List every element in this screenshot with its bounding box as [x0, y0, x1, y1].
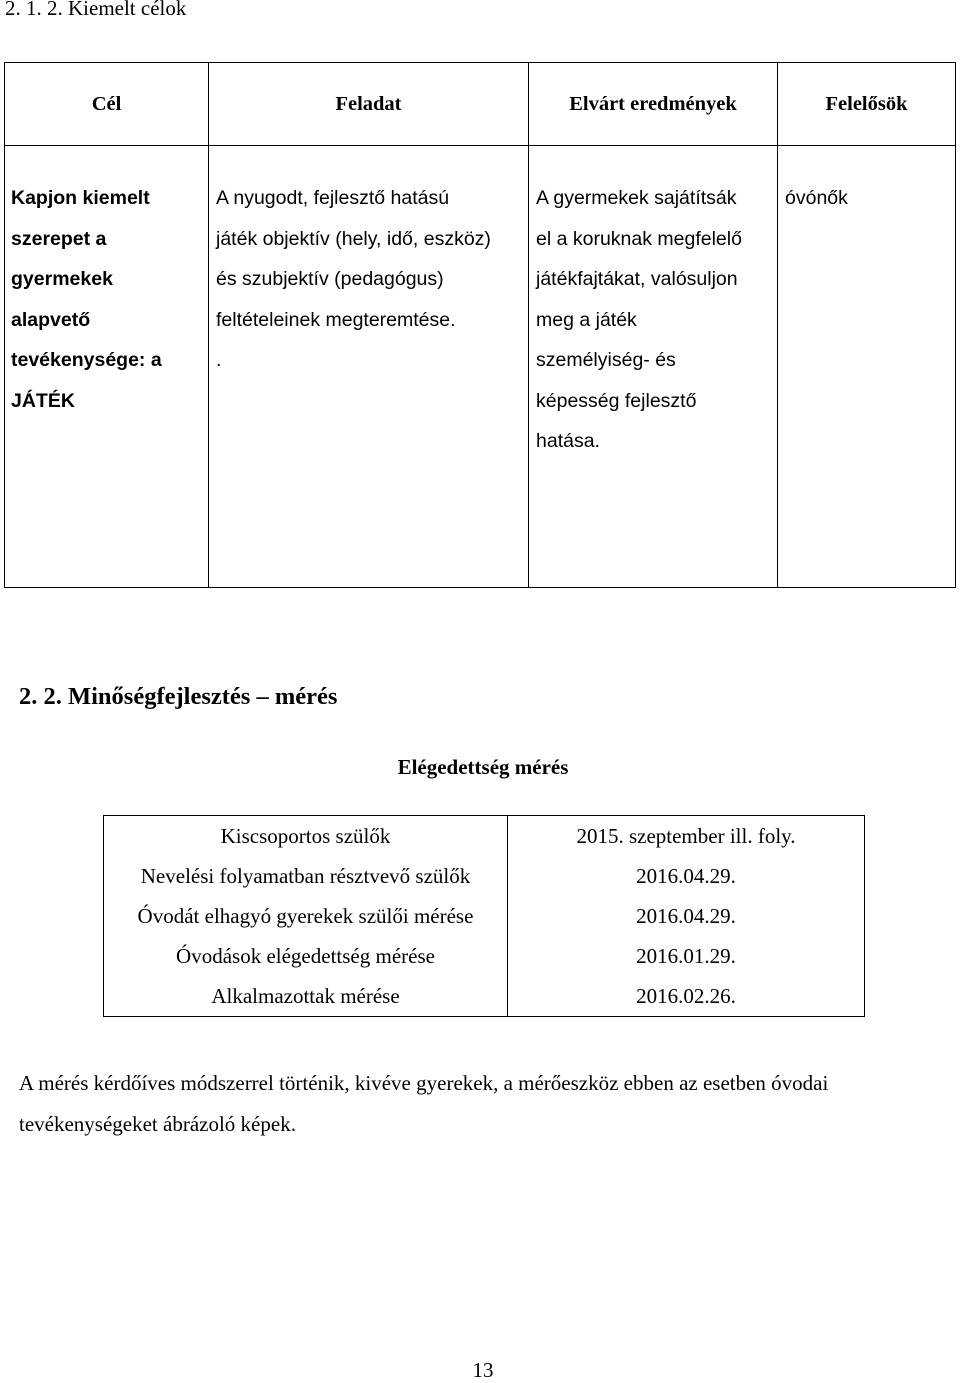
task-line: . — [216, 349, 222, 371]
table-row — [104, 856, 865, 896]
survey-label: Kiscsoportos szülők — [104, 816, 508, 857]
goal-line: JÁTÉK — [11, 389, 75, 412]
result-line: képesség fejlesztő — [536, 389, 697, 412]
result-line: A gyermekek sajátítsák — [536, 187, 737, 209]
table-row — [104, 976, 865, 1017]
task-line: A nyugodt, fejlesztő hatású — [216, 187, 450, 209]
satisfaction-table — [103, 815, 865, 1017]
goal-line: gyermekek — [11, 268, 113, 290]
result-line: meg a játék — [536, 308, 637, 331]
quality-heading: 2. 2. Minőségfejlesztés – mérés — [19, 683, 338, 710]
header-goal: Cél — [5, 63, 209, 146]
goal-line: tevékenysége: a — [11, 349, 162, 371]
goal-line: szerepet a — [11, 227, 107, 250]
section-heading: 2. 1. 2. Kiemelt célok — [5, 0, 187, 20]
expected-results-cell — [529, 146, 778, 588]
table-row — [104, 816, 865, 857]
result-line: el a koruknak megfelelő — [536, 227, 742, 250]
survey-label: Óvodások elégedettség mérése — [104, 936, 508, 976]
survey-date: 2016.04.29. — [508, 896, 865, 936]
survey-label: Alkalmazottak mérése — [104, 976, 508, 1017]
survey-date: 2016.01.29. — [508, 936, 865, 976]
table-row — [104, 936, 865, 976]
goals-table — [4, 62, 956, 588]
result-line: játékfajtákat, valósuljon — [536, 268, 738, 290]
responsible-line: óvónők — [785, 187, 848, 209]
method-paragraph: A mérés kérdőíves módszerrel történik, kivéve gyerekek, a mérőeszköz ebben az esetben óvodai tevékenységeket ábrázoló képek. — [19, 1071, 829, 1136]
task-cell — [209, 146, 529, 588]
result-line: személyiség- és — [536, 349, 676, 371]
header-responsible: Felelősök — [778, 63, 956, 146]
survey-date: 2015. szeptember ill. foly. — [508, 816, 865, 857]
responsible-cell — [778, 146, 956, 588]
page-number: 13 — [472, 1358, 494, 1382]
task-line: és szubjektív (pedagógus) — [216, 268, 444, 290]
goals-table-row — [5, 146, 956, 588]
task-line: feltételeinek megteremtése. — [216, 308, 456, 331]
goals-table-header-row — [5, 63, 956, 146]
result-line: hatása. — [536, 430, 600, 452]
goal-line: Kapjon kiemelt — [11, 187, 150, 209]
survey-date: 2016.02.26. — [508, 976, 865, 1017]
header-expected-results: Elvárt eredmények — [529, 63, 778, 146]
survey-label: Nevelési folyamatban résztvevő szülők — [104, 856, 508, 896]
header-task: Feladat — [209, 63, 529, 146]
goal-line: alapvető — [11, 308, 91, 331]
survey-date: 2016.04.29. — [508, 856, 865, 896]
task-line: játék objektív (hely, idő, eszköz) — [216, 227, 491, 250]
satisfaction-heading: Elégedettség mérés — [397, 755, 569, 779]
table-row — [104, 896, 865, 936]
survey-label: Óvodát elhagyó gyerekek szülői mérése — [104, 896, 508, 936]
goal-cell — [5, 146, 209, 588]
